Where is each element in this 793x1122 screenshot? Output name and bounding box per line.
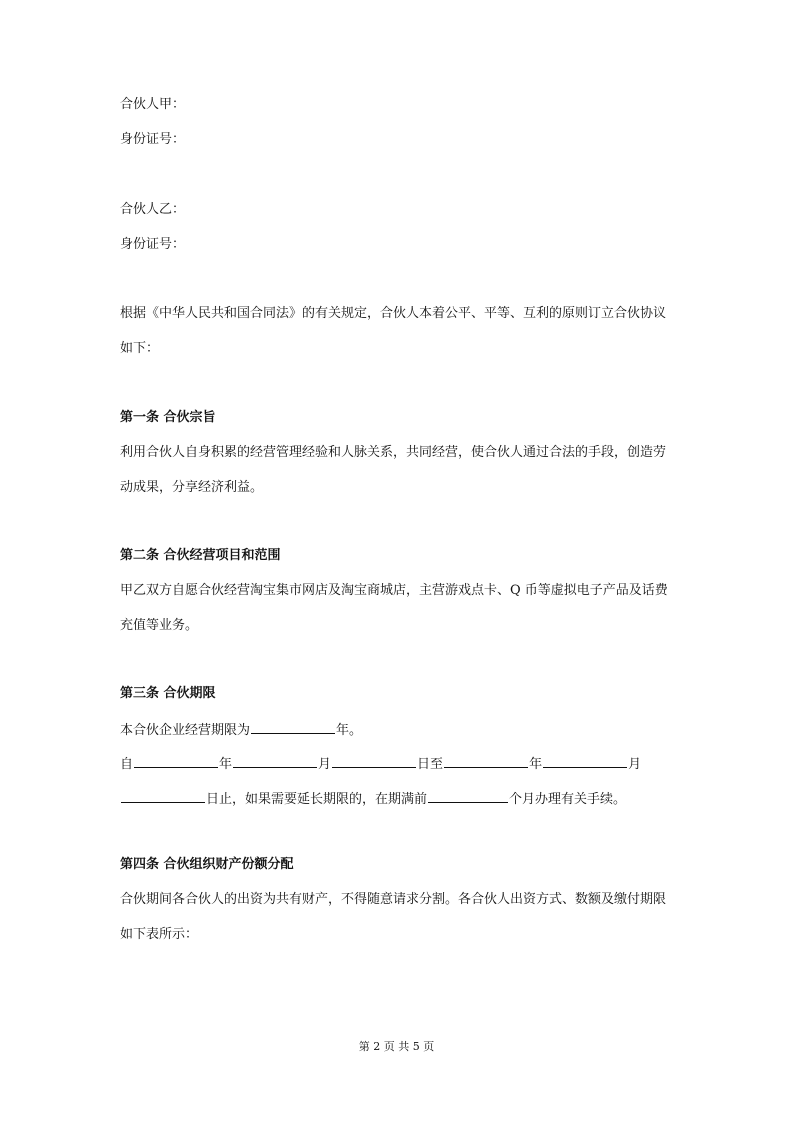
article-3-extension-line xyxy=(120,790,626,808)
article-2-line-1: 甲乙双方自愿合伙经营淘宝集市网店及淘宝商城店，主营游戏点卡、Q 币等虚拟电子产品及话费 xyxy=(120,583,668,598)
month2-label: 月 xyxy=(628,757,642,772)
article-3-date-line xyxy=(120,755,641,773)
months-handle-label: 个月办理有关手续。 xyxy=(509,792,627,807)
end-month-blank[interactable] xyxy=(543,755,627,768)
article-4-line-2: 如下表所示： xyxy=(120,927,199,942)
day-to-label: 日至 xyxy=(417,757,444,772)
end-year-blank[interactable] xyxy=(444,755,528,768)
partner-a-label: 合伙人甲： xyxy=(120,97,186,112)
article-1-line-1: 利用合伙人自身积累的经营管理经验和人脉关系，共同经营，使合伙人通过合法的手段，创造劳 xyxy=(120,445,667,460)
article-4-line-1: 合伙期间各合伙人的出资为共有财产，不得随意请求分割。各合伙人出资方式、数额及缴付期限 xyxy=(120,892,667,907)
article-4-title: 第四条 合伙组织财产份额分配 xyxy=(120,857,294,872)
partner-a-id-label: 身份证号： xyxy=(120,132,186,147)
month-label: 月 xyxy=(318,757,332,772)
start-year-blank[interactable] xyxy=(134,755,218,768)
article-2-line-2: 充值等业务。 xyxy=(120,618,199,633)
start-month-blank[interactable] xyxy=(233,755,317,768)
year2-label: 年 xyxy=(529,757,543,772)
day-end-label: 日止，如果需要延长期限的，在期满前 xyxy=(206,792,428,807)
article-1-title: 第一条 合伙宗旨 xyxy=(120,410,216,425)
intro-line-1: 根据《中华人民共和国合同法》的有关规定，合伙人本着公平、平等、互利的原则订立合伙协议 xyxy=(120,306,667,321)
months-before-blank[interactable] xyxy=(428,790,508,803)
article-3-title: 第三条 合伙期限 xyxy=(120,686,216,701)
term-prefix: 本合伙企业经营期限为 xyxy=(120,723,251,738)
term-suffix: 年。 xyxy=(336,723,363,738)
article-1-line-2: 动成果，分享经济利益。 xyxy=(120,480,264,495)
start-day-blank[interactable] xyxy=(332,755,416,768)
intro-line-2: 如下： xyxy=(120,341,160,356)
year-label: 年 xyxy=(219,757,233,772)
page-number: 第 2 页 共 5 页 xyxy=(358,1040,435,1053)
term-years-blank[interactable] xyxy=(251,721,335,734)
partner-b-label: 合伙人乙： xyxy=(120,202,186,217)
from-label: 自 xyxy=(120,757,134,772)
partner-b-id-label: 身份证号： xyxy=(120,237,186,252)
article-3-term-line xyxy=(120,721,362,739)
article-2-title: 第二条 合伙经营项目和范围 xyxy=(120,548,281,563)
end-day-blank[interactable] xyxy=(121,790,205,803)
